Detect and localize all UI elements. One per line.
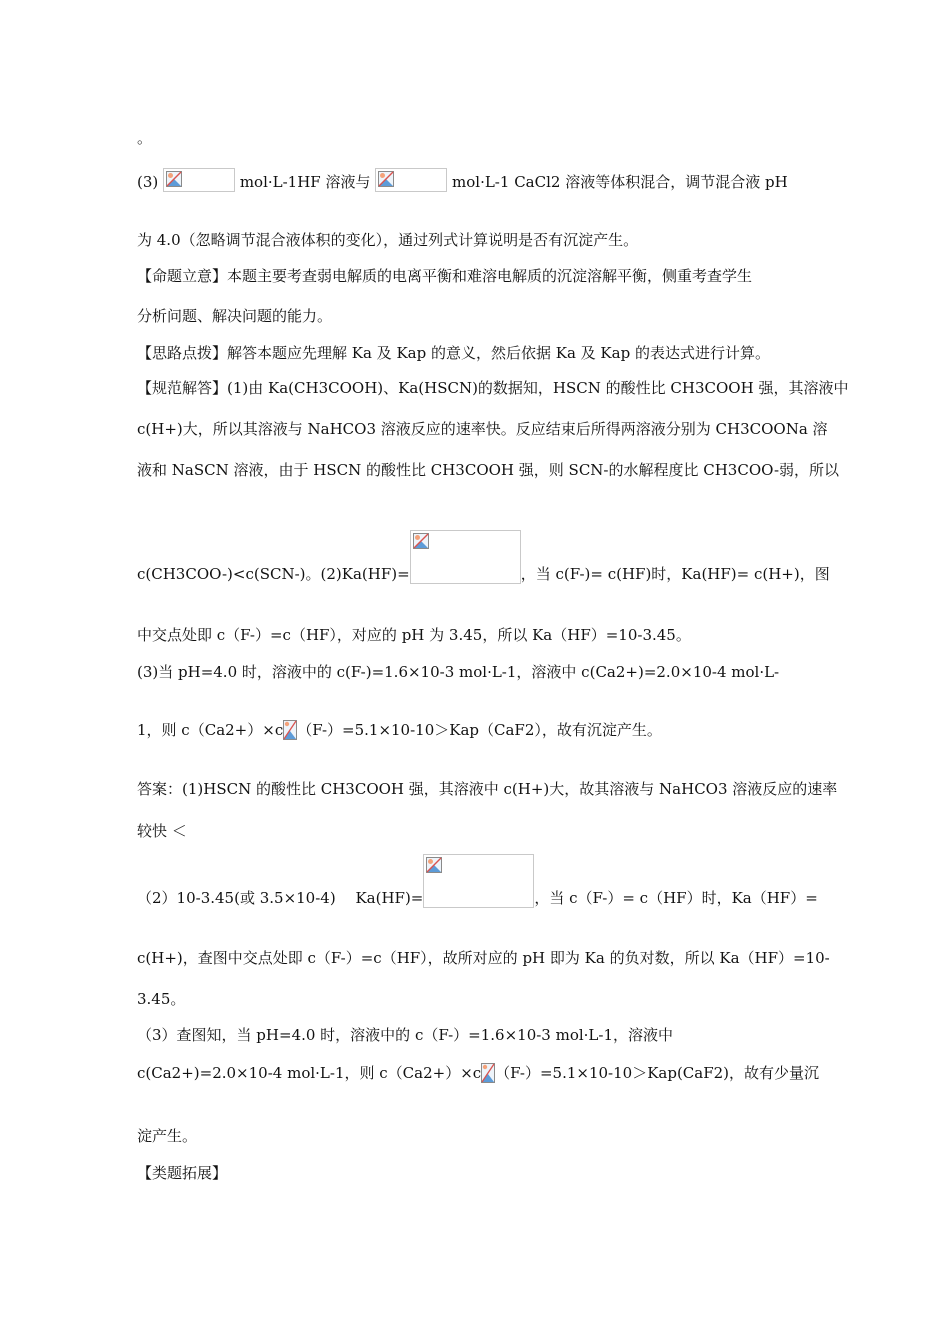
text-line: 分析问题、解决问题的能力。 bbox=[137, 307, 333, 325]
text-line: c(H+)，查图中交点处即 c（F-）=c（HF），故所对应的 pH 即为 Ka 的负对数，所以 Ka（HF）=10- bbox=[137, 949, 830, 967]
text-line: 【命题立意】本题主要考查弱电解质的电离平衡和难溶电解质的沉淀溶解平衡，侧重考查学生 bbox=[137, 267, 753, 285]
text-line: （3）查图知，当 pH=4.0 时，溶液中的 c（F-）=1.6×10-3 mol·L-1，溶液中 bbox=[137, 1026, 674, 1044]
text-line: (3)当 pH=4.0 时，溶液中的 c(F-)=1.6×10-3 mol·L-1，溶液中 c(Ca2+)=2.0×10-4 mol·L- bbox=[137, 663, 780, 681]
text-line: 淀产生。 bbox=[137, 1127, 198, 1145]
text-line bbox=[137, 168, 788, 192]
text-line: 中交点处即 c（F-）=c（HF），对应的 pH 为 3.45，所以 Ka（HF）=10-3.45。 bbox=[137, 626, 691, 644]
formula-image-placeholder-icon bbox=[423, 854, 534, 908]
section-heading: 【类题拓展】 bbox=[137, 1164, 228, 1182]
text-span: (3) bbox=[137, 173, 159, 191]
formula-image-placeholder-icon bbox=[481, 1063, 495, 1083]
text-line: 。 bbox=[137, 129, 153, 147]
text-line: 【规范解答】(1)由 Ka(CH3COOH)、Ka(HSCN)的数据知，HSCN 的酸性比 CH3COOH 强，其溶液中 bbox=[137, 379, 849, 397]
formula-image-placeholder-icon bbox=[410, 530, 521, 584]
image-placeholder-icon bbox=[375, 168, 447, 192]
text-line bbox=[137, 530, 830, 584]
text-span: c(CH3COO-)<c(SCN-)。(2)Ka(HF)= bbox=[137, 565, 410, 583]
text-line: 为 4.0（忽略调节混合液体积的变化），通过列式计算说明是否有沉淀产生。 bbox=[137, 231, 639, 249]
text-line: c(H+)大，所以其溶液与 NaHCO3 溶液反应的速率快。反应结束后所得两溶液分别为 CH3COONa 溶 bbox=[137, 420, 828, 438]
text-line: 液和 NaSCN 溶液，由于 HSCN 的酸性比 CH3COOH 强，则 SCN-的水解程度比 CH3COO-弱，所以 bbox=[137, 461, 840, 479]
text-span: ，当 c(F-)= c(HF)时，Ka(HF)= c(H+)，图 bbox=[520, 565, 830, 583]
text-line bbox=[137, 1063, 819, 1083]
text-span: mol·L-1HF 溶液与 bbox=[239, 173, 371, 191]
text-span: c(Ca2+)=2.0×10-4 mol·L-1，则 c（Ca2+）×c bbox=[137, 1064, 482, 1082]
text-span: （F-）=5.1×10-10＞Kap(CaF2)，故有少量沉 bbox=[495, 1064, 820, 1082]
text-span: 1，则 c（Ca2+）×c bbox=[137, 721, 284, 739]
text-line: 较快 ＜ bbox=[137, 822, 187, 840]
text-line bbox=[137, 854, 818, 908]
text-span: ，当 c（F-）= c（HF）时，Ka（HF）= bbox=[534, 889, 818, 907]
text-line: 3.45。 bbox=[137, 990, 186, 1008]
text-span: （2）10-3.45(或 3.5×10-4) Ka(HF)= bbox=[137, 889, 424, 907]
text-span: （F-）=5.1×10-10＞Kap（CaF2），故有沉淀产生。 bbox=[297, 721, 662, 739]
formula-image-placeholder-icon bbox=[283, 720, 297, 740]
text-line: 【思路点拨】解答本题应先理解 Ka 及 Kap 的意义，然后依据 Ka 及 Kap 的表达式进行计算。 bbox=[137, 344, 770, 362]
text-line: 答案：(1)HSCN 的酸性比 CH3COOH 强，其溶液中 c(H+)大，故其溶液与 NaHCO3 溶液反应的速率 bbox=[137, 780, 838, 798]
text-span: mol·L-1 CaCl2 溶液等体积混合，调节混合液 pH bbox=[452, 173, 788, 191]
text-line bbox=[137, 720, 662, 740]
image-placeholder-icon bbox=[163, 168, 235, 192]
